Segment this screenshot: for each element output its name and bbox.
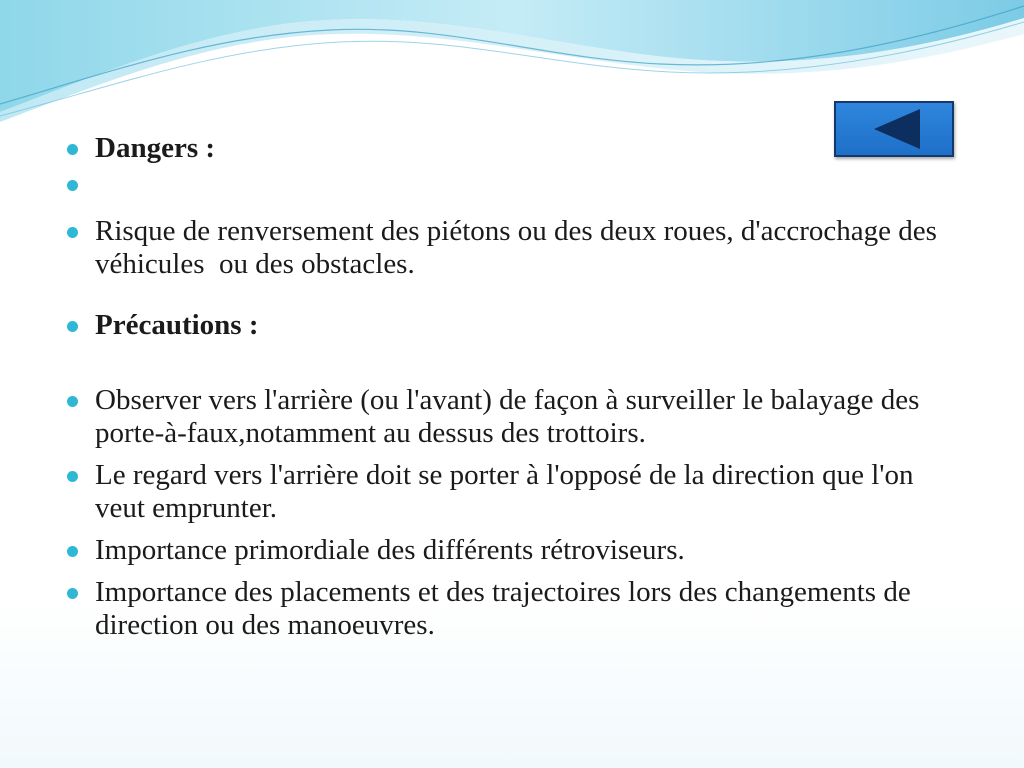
- bullet-dot: [67, 180, 78, 191]
- bullet-dot: [67, 546, 78, 557]
- bullet-item: [66, 215, 946, 281]
- bullet-dot: [67, 471, 78, 482]
- bullet-item: [66, 132, 946, 165]
- bullet-dot: [67, 227, 78, 238]
- bullet-text: Importance des placements et des trajectoires lors des changements de direction ou des manoeuvres.: [95, 576, 918, 641]
- bullet-text: Précautions :: [95, 309, 259, 341]
- bullet-list: [66, 132, 946, 642]
- bullet-dot: [67, 588, 78, 599]
- bullet-text: Importance primordiale des différents rétroviseurs.: [95, 534, 685, 566]
- bullet-text: Risque de renversement des piétons ou des deux roues, d'accrochage des véhicules ou des obstacles.: [95, 215, 945, 280]
- bullet-text: [95, 168, 946, 201]
- bullet-dot: [67, 321, 78, 332]
- bullet-dot: [67, 144, 78, 155]
- bullet-text: Le regard vers l'arrière doit se porter à l'opposé de la direction que l'on veut emprunter.: [95, 459, 921, 524]
- bullet-item: [66, 534, 946, 567]
- bullet-text: Dangers :: [95, 132, 216, 164]
- bullet-text: Observer vers l'arrière (ou l'avant) de façon à surveiller le balayage des porte-à-faux,notamment au dessus des trottoirs.: [95, 384, 927, 449]
- bullet-item: [66, 384, 946, 450]
- bullet-dot: [67, 396, 78, 407]
- bullet-item: [66, 168, 946, 201]
- bullet-item: [66, 459, 946, 525]
- bullet-item: [66, 576, 946, 642]
- bullet-item: [66, 309, 946, 342]
